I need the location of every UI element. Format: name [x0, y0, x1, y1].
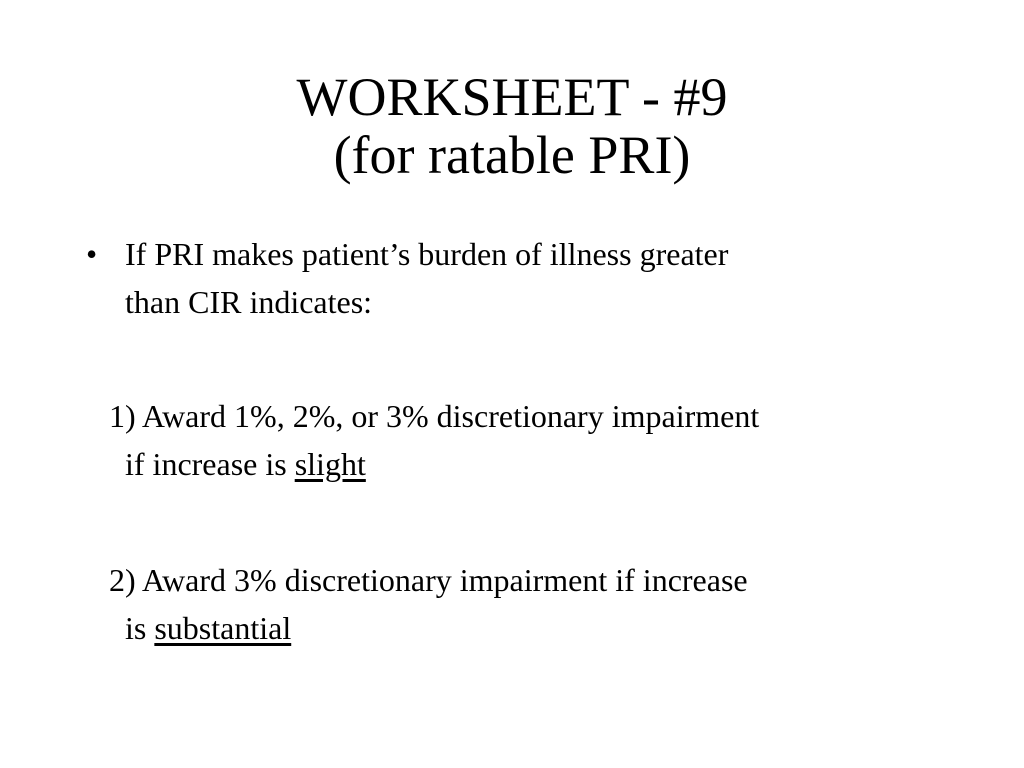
- item-1-line-2: [125, 440, 945, 488]
- bullet-marker: •: [86, 236, 98, 272]
- numbered-item-2: [109, 556, 945, 652]
- slide-title: [0, 68, 1024, 184]
- item-2-line-2-prefix: is: [125, 610, 155, 646]
- item-2-line-1: 2) Award 3% discretionary impairment if increase: [109, 562, 748, 598]
- item-1-line-2-prefix: if increase is: [125, 446, 295, 482]
- title-line-1: WORKSHEET - #9: [296, 67, 728, 127]
- item-2-underlined-word: substantial: [154, 610, 292, 646]
- bullet-text: [125, 230, 925, 326]
- bullet-line-2: than CIR indicates:: [125, 284, 373, 320]
- item-1-underlined-word: slight: [294, 446, 366, 482]
- title-line-2: (for ratable PRI): [333, 125, 691, 185]
- item-1-line-1: 1) Award 1%, 2%, or 3% discretionary impairment: [109, 398, 760, 434]
- numbered-item-1: [109, 392, 945, 488]
- item-2-line-2: [125, 604, 945, 652]
- bullet-line-1: If PRI makes patient’s burden of illness greater: [125, 236, 729, 272]
